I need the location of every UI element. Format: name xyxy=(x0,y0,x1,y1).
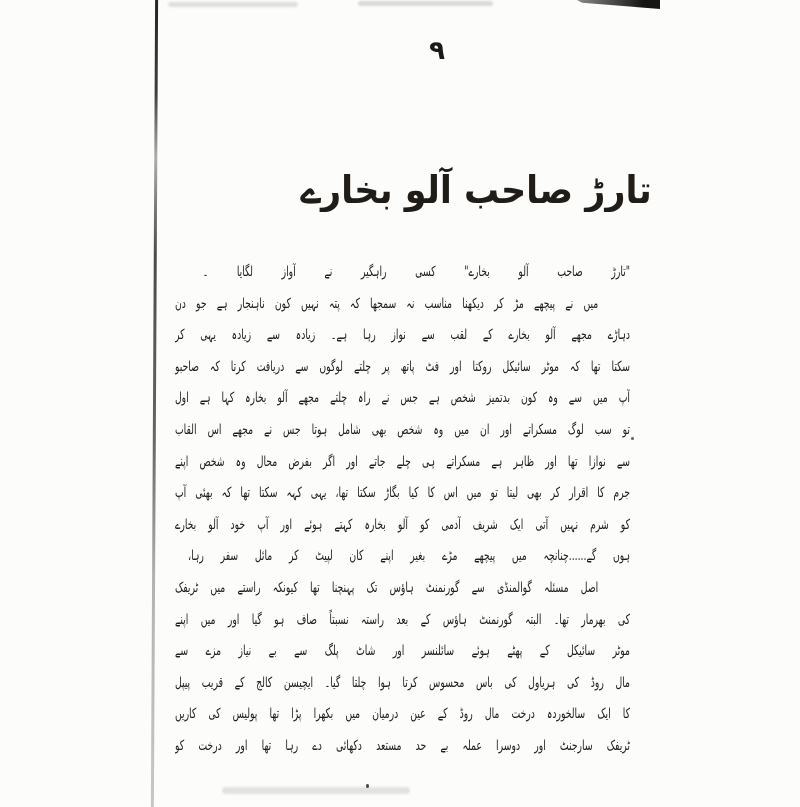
page-binding-crease xyxy=(151,0,158,807)
text-line-7: سے نوازا تھا اور ظاہر ہے مسکراتے ہی چلے جاتے اور اگر بفرض محال وہ شخص اپنے xyxy=(174,453,630,470)
chapter-title: تارڑ صاحب آلو بخارے xyxy=(300,168,652,212)
text-line-2: میں نے پیچھے مڑ کر دیکھنا مناسب نہ سمجھا کہ پتہ نہیں کون ناہنجار ہے جو دن xyxy=(174,295,599,312)
scan-smudge-top-center xyxy=(358,1,493,6)
text-line-14: مال روڈ کی ہریاول کی باس محسوس کرتا ہوا چلتا گیا۔ ایچیسن کالج کے قریب پیپل xyxy=(174,674,630,691)
ink-speck xyxy=(366,784,369,788)
scan-smudge-top-left xyxy=(168,2,298,7)
scan-artifact-top-edge xyxy=(577,0,660,9)
text-line-5: آپ میں سے وہ کون بدتمیز شخص ہے جس نے راہ چلتے مجھے آلو بخارہ کہا ہے اول xyxy=(174,390,630,407)
text-line-15: کا ایک سالخوردہ درخت مال روڈ کے عین درمیان میں بکھرا پڑا تھا پولیس کی کاریں xyxy=(174,706,630,723)
text-line-8: جرم کا اقرار کر بھی لیتا تو میں اس کا کیا بگاڑ سکتا تھا، یہی کہہ سکتا تھا کہ بھئی آپ xyxy=(174,485,630,502)
text-line-11: اصل مسئلہ گوالمنڈی سے گورنمنٹ ہاؤس تک پہنچنا تھا کیونکہ راستے میں ٹریفک xyxy=(174,579,599,596)
text-line-6: تو سب لوگ مسکراتے اور ان میں وہ شخص بھی شامل ہوتا جس نے مجھے اس القاب xyxy=(174,421,630,438)
ink-speck xyxy=(631,437,634,440)
text-line-16: ٹریفک سارجنٹ اور دوسرا عملہ بے حد مستعد دکھائی دے رہا تھا اور درخت کو xyxy=(174,737,630,754)
text-line-13: موٹر سائیکل کے پھٹے ہوئے سائلنسر اور شاٹ پلگ سے بے نیاز مزے سے xyxy=(174,643,630,660)
body-text xyxy=(175,257,630,763)
text-line-10: ہوں گے......چنانچہ میں پیچھے مڑے بغیر اپنے کان لپیٹ کر مائل سفر رہا، xyxy=(188,548,630,565)
page-number: ۹ xyxy=(429,36,445,66)
text-line-1: "تارڑ صاحب آلو بخارے" کسی راہگیر نے آواز لگایا ۔ xyxy=(202,264,630,280)
scan-smudge-bottom xyxy=(222,787,410,794)
text-line-9: کو شرم نہیں آتی ایک شریف آدمی کو آلو بخارہ کہتے ہوئے اور آپ خود آلو بخارے xyxy=(174,516,630,533)
text-line-3: دہاڑے مجھے آلو بخارے کے لقب سے نواز رہا ہے۔ زیادہ سے زیادہ یہی کر xyxy=(174,327,630,344)
text-line-4: سکتا تھا کہ موٹر سائیکل روکتا اور فٹ پاتھ پر چلتے لوگوں سے دریافت کرتا کہ صاحبو xyxy=(174,358,630,375)
text-line-12: کی بھرمار تھا۔ البتہ گورنمنٹ ہاؤس کے بعد راستہ نسبتاً صاف ہو گیا اور میں اپنے xyxy=(174,611,630,628)
